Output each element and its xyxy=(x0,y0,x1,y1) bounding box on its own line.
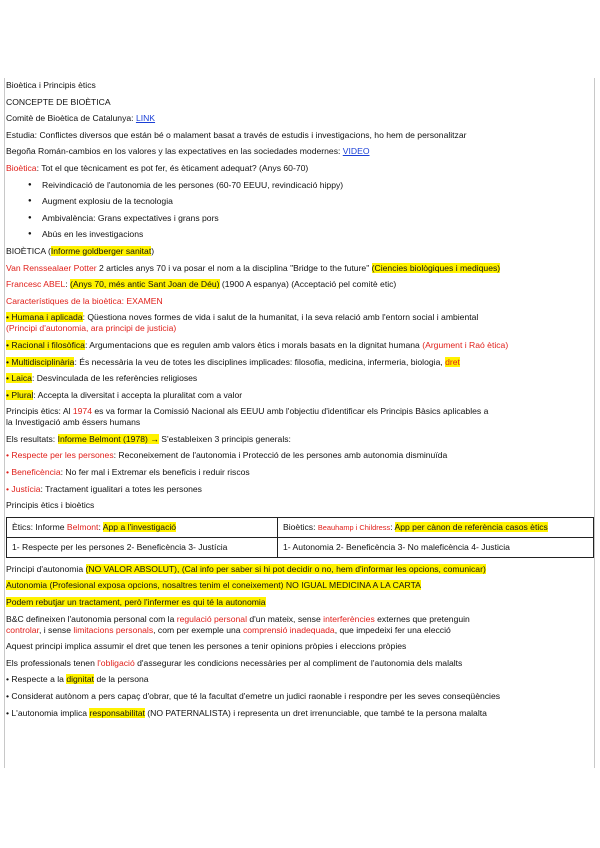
resultats-line xyxy=(6,434,594,445)
red-span: comprensió inadequada xyxy=(242,624,335,635)
text-span: : No fer mal i Extremar els beneficis i reduir riscos xyxy=(60,467,250,478)
red-span: dret xyxy=(445,356,460,367)
text-span: : Tractament igualitari a totes les persones xyxy=(40,483,202,494)
char-multi xyxy=(6,357,594,368)
red-span: Beauhamp i Childress xyxy=(317,523,391,533)
highlight-span: Autonomia (Profesional exposa opcions, nosaltres tenim el coneixement) NO IGUAL MEDICINA A LA CARTA xyxy=(6,580,421,591)
highlight-span: • Plural xyxy=(6,389,34,400)
potter-line xyxy=(6,263,594,274)
table-row xyxy=(7,538,594,558)
red-span: 1974 xyxy=(72,406,92,417)
char-plural xyxy=(6,390,594,401)
highlight-span: Informe goldberger sanitat xyxy=(50,245,152,256)
bc-line-1 xyxy=(6,614,594,625)
highlight-span: App a l'investigació xyxy=(102,522,177,533)
bioetica-question xyxy=(6,163,594,174)
potter-name: Van Renssealaer Potter xyxy=(6,262,97,273)
bioetica-question-text: : Tot el que tècnicament es pot fer, és èticament adequat? (Anys 60-70) xyxy=(36,162,309,173)
text-span: • Respecte a la xyxy=(6,674,67,685)
text-span: , i sense xyxy=(38,624,74,635)
red-span: limitacions personals xyxy=(73,624,154,635)
text-span: : Argumentacions que es regulen amb valors ètics i morals basats en la dignitat humana xyxy=(84,339,423,350)
begona-line xyxy=(6,146,594,157)
red-span: (Principi d'autonomia, ara principi de justicia) xyxy=(6,323,177,334)
principis-etics-line xyxy=(6,406,594,417)
begona-text: Begoña Román-cambios en los valores y las expectatives en las sociedades modernes: xyxy=(6,146,343,157)
text-span: d'un mateix, sense xyxy=(246,613,324,624)
video-link[interactable]: VIDEO xyxy=(342,146,370,157)
highlight-span: responsabilitat xyxy=(89,707,145,718)
list-item: ● Augment explosiu de la tecnologia xyxy=(6,196,594,207)
char-humana-note xyxy=(6,323,594,334)
highlight-span: (NO VALOR ABSOLUT), (Cal info per saber si hi pot decidir o no, hem d'informar les opcions, comunicar) xyxy=(85,563,486,574)
red-span: controlar xyxy=(6,624,39,635)
table-cell: 1- Respecte per les persones 2- Beneficència 3- Justícia xyxy=(7,538,278,558)
text-span: BIOÈTICA ( xyxy=(6,245,51,256)
text-span: : xyxy=(98,522,103,533)
highlight-span: Informe Belmont (1978) → xyxy=(57,433,159,444)
highlight-span: • Racional i filosòfica xyxy=(6,339,85,350)
left-margin-line xyxy=(4,78,5,768)
right-margin-line xyxy=(594,78,595,768)
doc-title: Bioètica i Principis ètics xyxy=(6,80,96,90)
section-heading-concept: CONCEPTE DE BIOÈTICA xyxy=(6,96,111,107)
text-span: B&C defineixen l'autonomia personal com la xyxy=(6,613,177,624)
bioetica-informe-line xyxy=(6,246,594,257)
principle-respecte xyxy=(6,450,594,461)
red-span: regulació personal xyxy=(176,613,247,624)
text-span: : Reconeixement de l'autonomia i Protecció de les persones amb autonomia disminuïda xyxy=(113,450,448,461)
text-span: : Desvinculada de les referències religioses xyxy=(31,373,198,384)
abel-line xyxy=(6,279,594,290)
text-span: Principis ètics: Al xyxy=(6,406,73,417)
principle-beneficencia xyxy=(6,467,594,478)
abel-name: Francesc ABEL xyxy=(6,279,66,290)
document-content xyxy=(6,80,594,719)
comite-link[interactable]: LINK xyxy=(135,113,156,124)
aquest-line: Aquest principi implica assumir el dret que tenen les persones a tenir opinions pròpies i eleccions pròpies xyxy=(6,641,407,652)
red-span: Belmont xyxy=(66,522,99,533)
text-span: • L'autonomia implica xyxy=(6,707,90,718)
list-item: ● Ambivalència: Grans expectatives i grans pors xyxy=(6,213,594,224)
text-span: Els resultats: xyxy=(6,433,58,444)
autonomia-line xyxy=(6,580,594,591)
bioetica-label: Bioètica xyxy=(6,162,37,173)
highlight-span: dignitat xyxy=(66,674,95,685)
highlight-span: • Humana i aplicada xyxy=(6,312,83,323)
autonomia-implica-line xyxy=(6,708,594,719)
principi-autonomia-line xyxy=(6,564,594,575)
respecte-dignitat-line xyxy=(6,674,594,685)
text-span: d'assegurar les condicions necessàries per al compliment de l'autonomia dels malalts xyxy=(134,657,463,668)
highlight-span: (Ciencies biològiques i mediques) xyxy=(371,262,501,273)
estudia-line: Estudia: Conflictes diversos que están bé o malament basat a través de estudis i investigacions, ho hem de personalitzar xyxy=(6,129,467,140)
principle-justicia xyxy=(6,484,594,495)
char-laica xyxy=(6,373,594,384)
highlight-span: • Laica xyxy=(6,373,32,384)
text-span: , com per exemple una xyxy=(153,624,243,635)
list-item: ● Reivindicació de l'autonomia de les persones (60-70 EEUU, revindicació hippy) xyxy=(6,180,594,191)
text-span: Principi d'autonomia xyxy=(6,563,86,574)
principis-table-title: Principis ètics i bioètics xyxy=(6,500,95,511)
char-racional xyxy=(6,340,594,351)
text-span: , que impedeixi fer una elecció xyxy=(334,624,451,635)
text-span: es va formar la Comissió Nacional als EEUU amb l'objectiu d'identificar els Principis Bàsics aplicables a xyxy=(92,406,489,417)
list-item: ● Abús en les investigacions xyxy=(6,229,594,240)
professionals-line xyxy=(6,658,594,669)
red-span: l'obligació xyxy=(97,657,135,668)
text-span: (1900 A espanya) (Acceptació pel comitè etic) xyxy=(219,279,397,290)
text-span: S'estableixen 3 principis generals: xyxy=(158,433,291,444)
text-span: Ètics: Informe xyxy=(12,522,67,533)
principis-etics-line-2: la Investigació amb éssers humans xyxy=(6,417,141,428)
text-span: : És necessària la veu de totes les disciplines implicades: filosofia, medicina, infermeria, biologia, xyxy=(74,356,446,367)
red-span: (Argument i Raó ètica) xyxy=(422,339,509,350)
char-humana xyxy=(6,312,594,323)
text-span: Els professionals tenen xyxy=(6,657,98,668)
table-cell xyxy=(278,518,594,538)
highlight-span: • Multidisciplinària xyxy=(6,356,75,367)
text-span: (NO PATERNALISTA) i representa un dret irrenunciable, que també te la persona malalta xyxy=(144,707,487,718)
red-span: • Justícia xyxy=(6,483,41,494)
text-span: 2 articles anys 70 i va posar el nom a la disciplina "Bridge to the future" xyxy=(96,262,372,273)
bc-line-2 xyxy=(6,625,594,636)
text-span: : Accepta la diversitat i accepta la pluralitat com a valor xyxy=(33,389,243,400)
text-span: : xyxy=(65,279,71,290)
considerat-line: • Considerat autònom a pers capaç d'obrar, que té la facultat d'emetre un judici raonable i respondre per les seves conseqüències xyxy=(6,691,501,701)
table-row xyxy=(7,518,594,538)
red-span: • Beneficència xyxy=(6,467,61,478)
highlight-span: (Anys 70, més antic Sant Joan de Déu) xyxy=(70,279,220,290)
text-span: Bioètics: xyxy=(283,522,318,533)
comite-line xyxy=(6,113,594,124)
table-cell: 1- Autonomia 2- Beneficència 3- No maleficència 4- Justicia xyxy=(278,538,594,558)
highlight-span: Podem rebutjar un tractament, però l'infermer es qui té la autonomia xyxy=(6,597,266,608)
red-span: • Respecte per les persones xyxy=(6,450,114,461)
principles-table xyxy=(6,517,594,558)
comite-text: Comitè de Bioètica de Catalunya: xyxy=(6,113,136,124)
text-span: externes que pretenguin xyxy=(374,613,470,624)
rebutjar-line xyxy=(6,597,594,608)
text-span: : xyxy=(390,522,395,533)
highlight-span: App per cànon de referència casos ètics xyxy=(394,522,548,533)
red-span: interferències xyxy=(323,613,375,624)
text-span: ) xyxy=(151,245,155,256)
table-cell xyxy=(7,518,278,538)
text-span: : Qüestiona noves formes de vida i salut de la humanitat, i la seva relació amb l'entorn social i ambiental xyxy=(82,312,479,323)
caracteristiques-heading: Característiques de la bioètica: EXAMEN xyxy=(6,295,163,306)
text-span: de la persona xyxy=(94,674,149,685)
